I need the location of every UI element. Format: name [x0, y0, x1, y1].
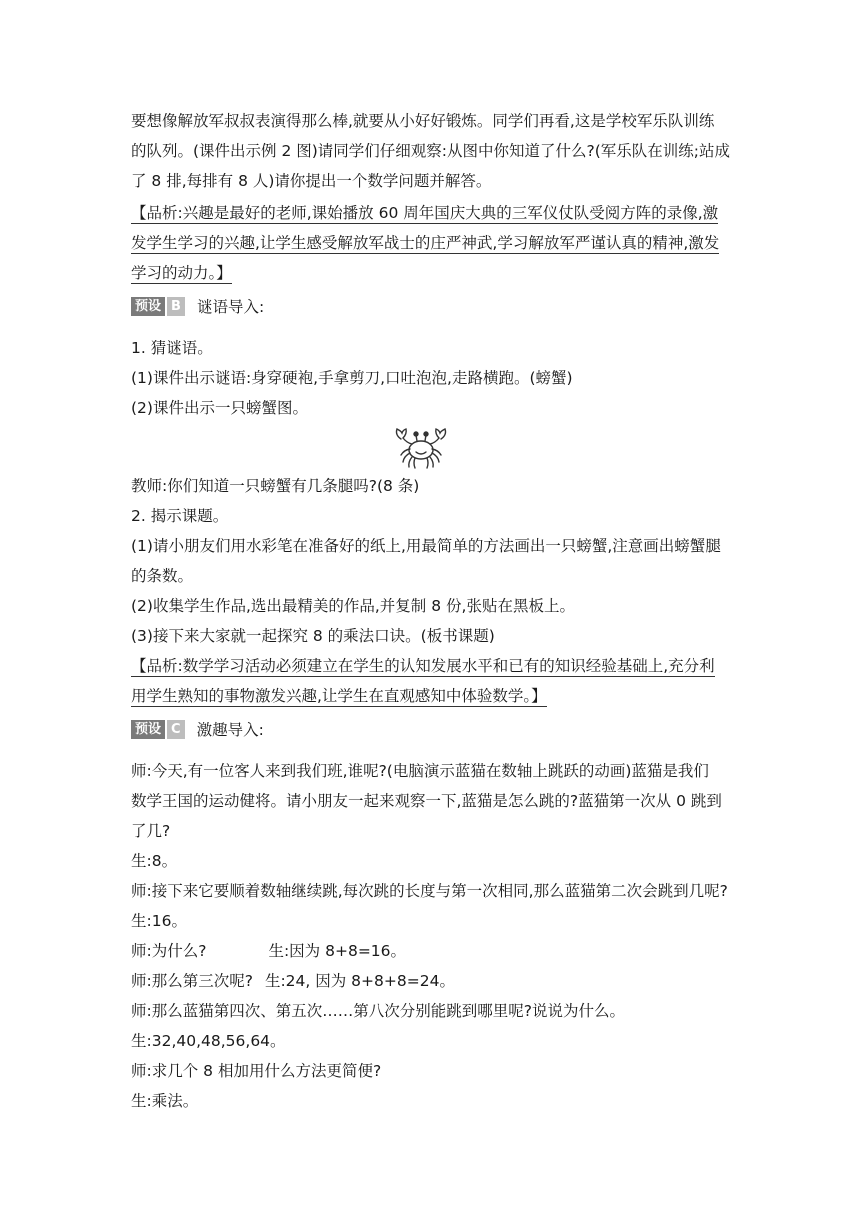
analysis-line: 【品析:数学学习活动必须建立在学生的认知发展水平和已有的知识经验基础上,充分利 — [131, 657, 715, 675]
text-line: 的条数。 — [131, 567, 194, 585]
text-line: (1)请小朋友们用水彩笔在准备好的纸上,用最简单的方法画出一只螃蟹,注意画出螃蟹腿 — [131, 537, 721, 555]
analysis-line: 学习的动力。】 — [131, 264, 232, 282]
text-line: 的队列。(课件出示例 2 图)请同学们仔细观察:从图中你知道了什么?(军乐队在训练;站成 — [131, 142, 731, 160]
preset-badge: 预设 B — [131, 297, 185, 316]
riddle-section — [131, 333, 761, 423]
preset-label: 谜语导入: — [196, 298, 265, 316]
text-line: 了 8 排,每排有 8 人)请你提出一个数学问题并解答。 — [131, 172, 492, 190]
crab-figure — [131, 423, 761, 471]
text-line: 1. 猜谜语。 — [131, 339, 213, 357]
preset-b-header — [131, 291, 761, 321]
preset-label: 激趣导入: — [196, 721, 264, 739]
dialog-section — [131, 756, 761, 1116]
text-line: 生:16。 — [131, 912, 187, 930]
text-line: 师:那么第三次呢? 生:24, 因为 8+8+8=24。 — [131, 972, 455, 990]
text-line: 师:接下来它要顺着数轴继续跳,每次跳的长度与第一次相同,那么蓝猫第二次会跳到几呢? — [131, 882, 728, 900]
analysis-line: 发学生学习的兴趣,让学生感受解放军战士的庄严神武,学习解放军严谨认真的精神,激发 — [131, 234, 720, 252]
document-content — [131, 106, 761, 1116]
text-line: 师:那么蓝猫第四次、第五次……第八次分别能跳到哪里呢?说说为什么。 — [131, 1002, 625, 1020]
text-line: 师:为什么? 生:因为 8+8=16。 — [131, 942, 407, 960]
text-line: 要想像解放军叔叔表演得那么棒,就要从小好好锻炼。同学们再看,这是学校军乐队训练 — [131, 112, 715, 130]
text-line: 生:32,40,48,56,64。 — [131, 1032, 286, 1050]
text-line: (3)接下来大家就一起探究 8 的乘法口诀。(板书课题) — [131, 627, 495, 645]
riddle-section-2 — [131, 471, 761, 651]
analysis-line: 用学生熟知的事物激发兴趣,让学生在直观感知中体验数学。】 — [131, 687, 547, 705]
text-line: 师:求几个 8 相加用什么方法更简便? — [131, 1062, 382, 1080]
text-line: 师:今天,有一位客人来到我们班,谁呢?(电脑演示蓝猫在数轴上跳跃的动画)蓝猫是我们 — [131, 762, 709, 780]
text-line: 生:乘法。 — [131, 1092, 199, 1110]
analysis-note-1 — [131, 198, 761, 288]
text-line: 2. 揭示课题。 — [131, 507, 229, 525]
text-line: 教师:你们知道一只螃蟹有几条腿吗?(8 条) — [131, 477, 420, 495]
preset-c-header — [131, 714, 761, 744]
intro-paragraph — [131, 106, 761, 196]
analysis-note-2 — [131, 651, 761, 711]
text-line: 生:8。 — [131, 852, 178, 870]
crab-icon — [391, 425, 451, 471]
text-line: 了几? — [131, 822, 171, 840]
text-line: (2)收集学生作品,选出最精美的作品,并复制 8 份,张贴在黑板上。 — [131, 597, 575, 615]
text-line: (1)课件出示谜语:身穿硬袍,手拿剪刀,口吐泡泡,走路横跑。(螃蟹) — [131, 369, 573, 387]
text-line: 数学王国的运动健将。请小朋友一起来观察一下,蓝猫是怎么跳的?蓝猫第一次从 0 跳到 — [131, 792, 722, 810]
preset-badge: 预设 C — [131, 720, 185, 739]
text-line: (2)课件出示一只螃蟹图。 — [131, 399, 308, 417]
analysis-line: 【品析:兴趣是最好的老师,课始播放 60 周年国庆大典的三军仪仗队受阅方阵的录像,激 — [131, 204, 719, 222]
